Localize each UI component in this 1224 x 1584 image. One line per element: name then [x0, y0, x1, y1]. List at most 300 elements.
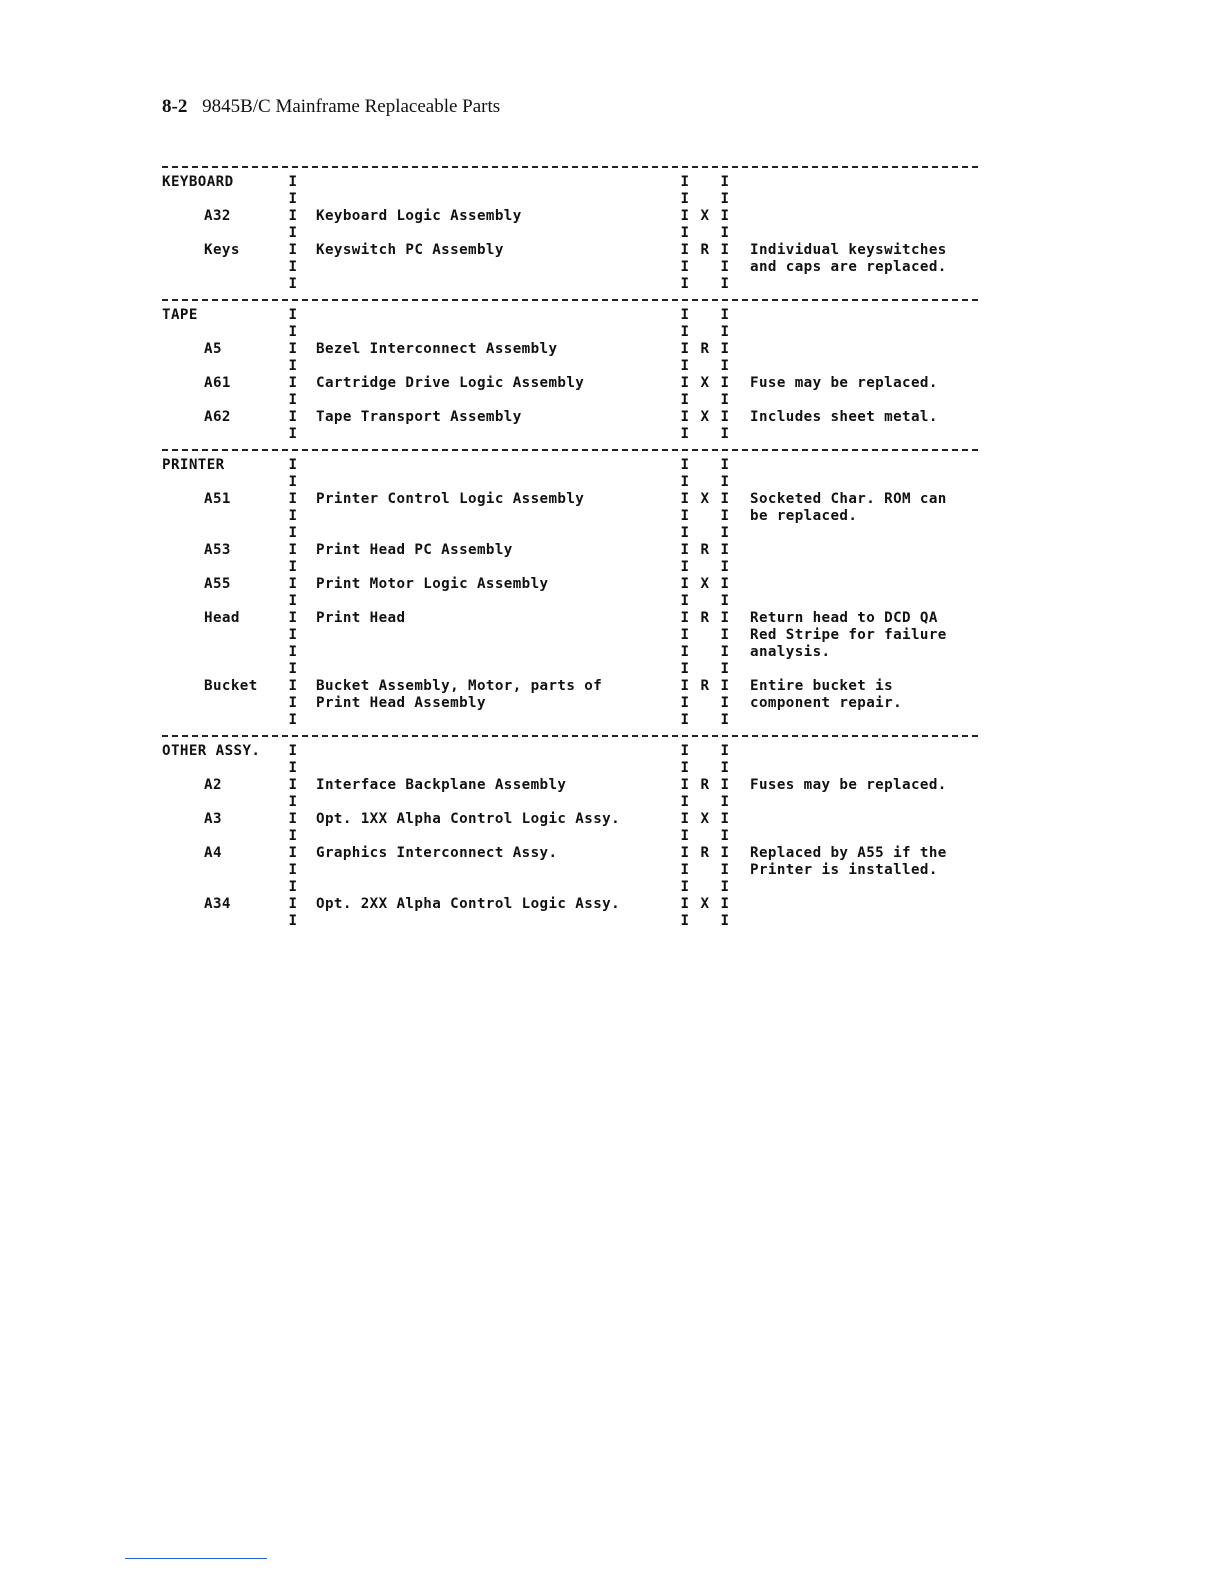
column-separator: I	[680, 358, 690, 374]
column-separator: I	[288, 794, 298, 810]
column-separator: I	[680, 743, 690, 759]
part-reference	[162, 828, 288, 845]
part-remarks: Printer is installed.	[750, 862, 938, 878]
column-separator: I	[288, 542, 298, 558]
part-description: Print Head PC Assembly	[316, 542, 513, 558]
part-description	[298, 457, 680, 474]
table-section	[162, 457, 978, 729]
column-separator: I	[720, 409, 730, 425]
part-reference: A3	[204, 811, 222, 827]
column-separator: I	[720, 474, 730, 490]
column-separator: I	[288, 409, 298, 425]
column-separator: I	[288, 610, 298, 626]
part-reference: A34	[204, 896, 231, 912]
column-separator: I	[720, 743, 730, 759]
replace-exchange-code	[690, 474, 720, 491]
part-reference	[162, 259, 288, 276]
column-separator: I	[680, 508, 690, 524]
column-separator: I	[680, 627, 690, 643]
part-reference: A4	[204, 845, 222, 861]
column-separator: I	[720, 307, 730, 323]
part-remarks	[730, 525, 978, 542]
part-description: Opt. 2XX Alpha Control Logic Assy.	[316, 896, 621, 912]
part-description	[298, 862, 680, 879]
column-separator: I	[720, 341, 730, 357]
part-description	[298, 627, 680, 644]
column-separator: I	[288, 879, 298, 895]
replace-exchange-code	[690, 695, 720, 712]
part-remarks: and caps are replaced.	[750, 259, 947, 275]
column-separator: I	[720, 811, 730, 827]
part-remarks: analysis.	[750, 644, 831, 660]
part-description: Print Head Assembly	[316, 695, 486, 711]
part-remarks	[730, 879, 978, 896]
column-separator: I	[720, 593, 730, 609]
part-remarks	[730, 913, 978, 930]
part-remarks	[730, 743, 978, 760]
replace-exchange-code	[690, 225, 720, 242]
column-separator: I	[720, 610, 730, 626]
table-row	[162, 678, 978, 695]
part-description	[298, 426, 680, 443]
replace-exchange-code	[690, 457, 720, 474]
replace-exchange-code: R	[700, 678, 710, 694]
part-reference	[162, 794, 288, 811]
part-reference	[162, 559, 288, 576]
table-row	[162, 491, 978, 508]
replace-exchange-code: X	[700, 576, 710, 592]
part-remarks: component repair.	[750, 695, 903, 711]
part-description	[298, 259, 680, 276]
page-number: 8-2	[162, 96, 188, 117]
part-description	[298, 644, 680, 661]
part-remarks	[730, 307, 978, 324]
replace-exchange-code: X	[700, 811, 710, 827]
replace-exchange-code	[690, 426, 720, 443]
column-separator: I	[288, 208, 298, 224]
column-separator: I	[288, 324, 298, 340]
replace-exchange-code: X	[700, 375, 710, 391]
part-description: Tape Transport Assembly	[316, 409, 522, 425]
part-remarks	[730, 576, 978, 593]
column-separator: I	[720, 525, 730, 541]
column-separator: I	[680, 794, 690, 810]
replace-exchange-code	[690, 307, 720, 324]
column-separator: I	[680, 491, 690, 507]
column-separator: I	[680, 576, 690, 592]
replace-exchange-code	[690, 593, 720, 610]
part-description	[298, 307, 680, 324]
column-separator: I	[720, 712, 730, 728]
table-row	[162, 644, 978, 661]
column-separator: I	[720, 508, 730, 524]
part-reference	[162, 392, 288, 409]
replace-exchange-code: X	[700, 409, 710, 425]
replace-exchange-code	[690, 392, 720, 409]
column-separator: I	[288, 760, 298, 776]
part-description	[298, 760, 680, 777]
column-separator: I	[680, 276, 690, 292]
table-row	[162, 828, 978, 845]
column-separator: I	[720, 276, 730, 292]
column-separator: I	[288, 525, 298, 541]
part-description	[298, 358, 680, 375]
table-row	[162, 712, 978, 729]
part-reference	[162, 879, 288, 896]
column-separator: I	[680, 862, 690, 878]
part-remarks	[730, 457, 978, 474]
part-remarks	[730, 426, 978, 443]
column-separator: I	[720, 760, 730, 776]
column-separator: I	[288, 593, 298, 609]
part-description	[298, 474, 680, 491]
part-description: Cartridge Drive Logic Assembly	[316, 375, 585, 391]
part-description	[298, 191, 680, 208]
column-separator: I	[288, 426, 298, 442]
column-separator: I	[288, 576, 298, 592]
column-separator: I	[680, 661, 690, 677]
part-reference	[162, 191, 288, 208]
part-remarks: Socketed Char. ROM can	[750, 491, 947, 507]
column-separator: I	[720, 324, 730, 340]
part-description	[298, 392, 680, 409]
replace-exchange-code	[690, 644, 720, 661]
table-row	[162, 695, 978, 712]
column-separator: I	[288, 341, 298, 357]
column-separator: I	[288, 276, 298, 292]
part-remarks	[730, 324, 978, 341]
replace-exchange-code	[690, 559, 720, 576]
part-reference	[162, 324, 288, 341]
part-reference	[162, 760, 288, 777]
part-reference: A5	[204, 341, 222, 357]
column-separator: I	[720, 828, 730, 844]
column-separator: I	[288, 174, 298, 190]
replace-exchange-code	[690, 913, 720, 930]
replace-exchange-code: R	[700, 542, 710, 558]
part-description	[298, 794, 680, 811]
column-separator: I	[288, 375, 298, 391]
table-row	[162, 542, 978, 559]
column-separator: I	[288, 743, 298, 759]
table-section	[162, 307, 978, 443]
table-row	[162, 794, 978, 811]
table-row	[162, 242, 978, 259]
column-separator: I	[720, 845, 730, 861]
section-heading: KEYBOARD	[162, 174, 234, 190]
part-remarks	[730, 174, 978, 191]
part-reference: Bucket	[204, 678, 258, 694]
column-separator: I	[720, 695, 730, 711]
part-description: Opt. 1XX Alpha Control Logic Assy.	[316, 811, 621, 827]
part-remarks	[730, 760, 978, 777]
table-row	[162, 525, 978, 542]
column-separator: I	[680, 259, 690, 275]
column-separator: I	[720, 375, 730, 391]
column-separator: I	[680, 712, 690, 728]
part-reference	[162, 508, 288, 525]
replace-exchange-code	[690, 191, 720, 208]
part-remarks	[730, 276, 978, 293]
dashed-rule	[162, 166, 978, 168]
part-description: Printer Control Logic Assembly	[316, 491, 585, 507]
part-remarks	[730, 559, 978, 576]
replace-exchange-code: R	[700, 610, 710, 626]
column-separator: I	[680, 913, 690, 929]
replace-exchange-code	[690, 661, 720, 678]
part-description	[298, 743, 680, 760]
part-reference	[162, 862, 288, 879]
column-separator: I	[720, 457, 730, 473]
column-separator: I	[680, 644, 690, 660]
column-separator: I	[720, 259, 730, 275]
part-remarks	[730, 392, 978, 409]
part-reference	[162, 695, 288, 712]
column-separator: I	[720, 191, 730, 207]
table-row	[162, 896, 978, 913]
column-separator: I	[288, 828, 298, 844]
replace-exchange-code: X	[700, 208, 710, 224]
part-remarks	[730, 794, 978, 811]
column-separator: I	[720, 576, 730, 592]
column-separator: I	[680, 426, 690, 442]
table-row	[162, 845, 978, 862]
replace-exchange-code	[690, 794, 720, 811]
table-row	[162, 307, 978, 324]
part-description	[298, 174, 680, 191]
table-row	[162, 324, 978, 341]
replace-exchange-code	[690, 174, 720, 191]
section-heading: OTHER ASSY.	[162, 743, 261, 759]
part-description	[298, 661, 680, 678]
part-description: Print Head	[316, 610, 406, 626]
column-separator: I	[288, 457, 298, 473]
part-remarks: Fuse may be replaced.	[750, 375, 938, 391]
column-separator: I	[680, 525, 690, 541]
column-separator: I	[680, 845, 690, 861]
replace-exchange-code: R	[700, 242, 710, 258]
replace-exchange-code	[690, 627, 720, 644]
table-row	[162, 392, 978, 409]
table-row	[162, 593, 978, 610]
replace-exchange-code	[690, 508, 720, 525]
part-remarks	[730, 225, 978, 242]
column-separator: I	[680, 307, 690, 323]
table-row	[162, 208, 978, 225]
table-row	[162, 743, 978, 760]
column-separator: I	[680, 760, 690, 776]
replace-exchange-code	[690, 712, 720, 729]
column-separator: I	[680, 324, 690, 340]
table-row	[162, 760, 978, 777]
replace-exchange-code: X	[700, 491, 710, 507]
part-description	[298, 525, 680, 542]
column-separator: I	[680, 409, 690, 425]
part-reference: A32	[204, 208, 231, 224]
part-reference: A2	[204, 777, 222, 793]
replace-exchange-code	[690, 760, 720, 777]
table-row	[162, 358, 978, 375]
column-separator: I	[680, 392, 690, 408]
table-section	[162, 743, 978, 930]
part-remarks	[730, 474, 978, 491]
replace-exchange-code	[690, 743, 720, 760]
column-separator: I	[680, 191, 690, 207]
part-reference	[162, 661, 288, 678]
page-header	[162, 96, 500, 118]
column-separator: I	[720, 559, 730, 575]
section-heading: TAPE	[162, 307, 198, 323]
part-description: Keyswitch PC Assembly	[316, 242, 504, 258]
column-separator: I	[288, 845, 298, 861]
part-description	[298, 828, 680, 845]
part-remarks: be replaced.	[750, 508, 858, 524]
column-separator: I	[680, 474, 690, 490]
column-separator: I	[288, 862, 298, 878]
column-separator: I	[720, 542, 730, 558]
part-description	[298, 712, 680, 729]
table-row	[162, 457, 978, 474]
dashed-rule	[162, 735, 978, 737]
table-row	[162, 191, 978, 208]
table-row	[162, 508, 978, 525]
table-row	[162, 426, 978, 443]
part-reference	[162, 644, 288, 661]
column-separator: I	[288, 913, 298, 929]
table-row	[162, 259, 978, 276]
column-separator: I	[288, 811, 298, 827]
part-remarks	[730, 896, 978, 913]
part-reference	[162, 525, 288, 542]
part-remarks: Individual keyswitches	[750, 242, 947, 258]
replace-exchange-code: R	[700, 777, 710, 793]
part-remarks: Replaced by A55 if the	[750, 845, 947, 861]
part-description: Print Motor Logic Assembly	[316, 576, 549, 592]
part-description	[298, 276, 680, 293]
part-description: Bucket Assembly, Motor, parts of	[316, 678, 603, 694]
column-separator: I	[680, 457, 690, 473]
part-reference	[162, 276, 288, 293]
column-separator: I	[680, 225, 690, 241]
column-separator: I	[680, 593, 690, 609]
part-remarks	[730, 828, 978, 845]
column-separator: I	[720, 661, 730, 677]
table-row	[162, 276, 978, 293]
column-separator: I	[288, 644, 298, 660]
replace-exchange-code	[690, 828, 720, 845]
table-row	[162, 174, 978, 191]
table-row	[162, 777, 978, 794]
replace-exchange-code: R	[700, 845, 710, 861]
part-reference	[162, 474, 288, 491]
column-separator: I	[288, 225, 298, 241]
column-separator: I	[680, 695, 690, 711]
column-separator: I	[680, 542, 690, 558]
part-remarks	[730, 542, 978, 559]
replace-exchange-code: X	[700, 896, 710, 912]
part-reference: A51	[204, 491, 231, 507]
part-reference	[162, 225, 288, 242]
column-separator: I	[720, 426, 730, 442]
part-remarks	[730, 191, 978, 208]
column-separator: I	[720, 208, 730, 224]
column-separator: I	[680, 174, 690, 190]
dashed-rule	[162, 299, 978, 301]
part-description: Interface Backplane Assembly	[316, 777, 567, 793]
column-separator: I	[680, 828, 690, 844]
part-reference	[162, 593, 288, 610]
part-reference: Keys	[204, 242, 240, 258]
table-row	[162, 409, 978, 426]
table-row	[162, 341, 978, 358]
footer-rule	[125, 1558, 267, 1559]
part-remarks: Entire bucket is	[750, 678, 894, 694]
column-separator: I	[680, 777, 690, 793]
column-separator: I	[288, 474, 298, 490]
part-remarks	[730, 811, 978, 828]
table-row	[162, 811, 978, 828]
part-remarks	[730, 208, 978, 225]
column-separator: I	[720, 644, 730, 660]
section-heading: PRINTER	[162, 457, 225, 473]
column-separator: I	[680, 375, 690, 391]
part-remarks	[730, 358, 978, 375]
part-remarks: Includes sheet metal.	[750, 409, 938, 425]
column-separator: I	[288, 259, 298, 275]
part-reference: A55	[204, 576, 231, 592]
table-row	[162, 559, 978, 576]
replace-exchange-code	[690, 525, 720, 542]
table-row	[162, 474, 978, 491]
part-remarks	[730, 661, 978, 678]
column-separator: I	[288, 896, 298, 912]
column-separator: I	[720, 392, 730, 408]
column-separator: I	[720, 627, 730, 643]
column-separator: I	[288, 491, 298, 507]
replace-exchange-code	[690, 276, 720, 293]
replace-exchange-code	[690, 862, 720, 879]
column-separator: I	[680, 208, 690, 224]
part-description: Keyboard Logic Assembly	[316, 208, 522, 224]
part-description	[298, 324, 680, 341]
column-separator: I	[288, 191, 298, 207]
part-remarks: Return head to DCD QA	[750, 610, 938, 626]
part-reference: Head	[204, 610, 240, 626]
part-reference: A61	[204, 375, 231, 391]
column-separator: I	[720, 225, 730, 241]
part-description	[298, 225, 680, 242]
column-separator: I	[720, 913, 730, 929]
part-description: Graphics Interconnect Assy.	[316, 845, 558, 861]
column-separator: I	[720, 678, 730, 694]
replace-exchange-code: R	[700, 341, 710, 357]
part-reference	[162, 712, 288, 729]
part-description: Bezel Interconnect Assembly	[316, 341, 558, 357]
column-separator: I	[720, 358, 730, 374]
table-row	[162, 862, 978, 879]
table-row	[162, 576, 978, 593]
part-remarks: Fuses may be replaced.	[750, 777, 947, 793]
part-remarks	[730, 712, 978, 729]
dashed-rule	[162, 449, 978, 451]
table-row	[162, 913, 978, 930]
column-separator: I	[288, 242, 298, 258]
replace-exchange-code	[690, 879, 720, 896]
part-reference: A62	[204, 409, 231, 425]
part-remarks: Red Stripe for failure	[750, 627, 947, 643]
column-separator: I	[288, 307, 298, 323]
column-separator: I	[288, 712, 298, 728]
